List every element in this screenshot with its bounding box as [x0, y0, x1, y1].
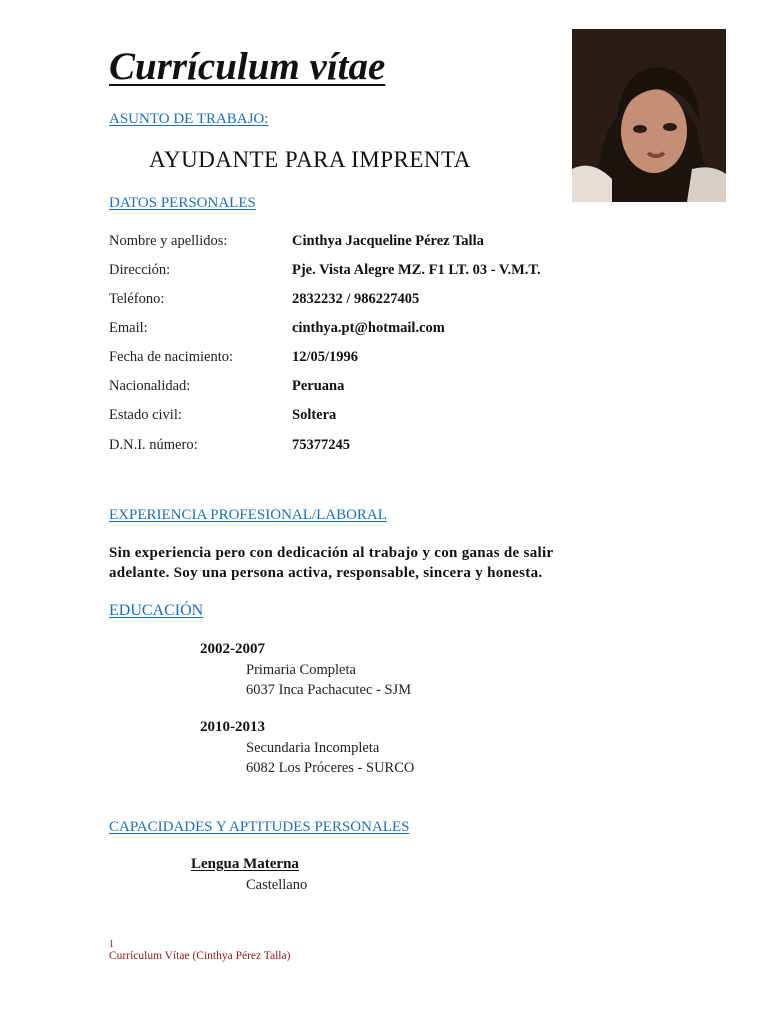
skills-heading: CAPACIDADES Y APTITUDES PERSONALES — [109, 819, 410, 835]
field-row-name — [109, 233, 629, 253]
mother-tongue-heading: Lengua Materna — [191, 856, 299, 872]
field-label: Estado civil: — [109, 407, 182, 423]
profile-photo — [572, 29, 726, 202]
education-level: Secundaria Incompleta — [246, 740, 380, 756]
field-row-dni — [109, 437, 629, 457]
field-value: Cinthya Jacqueline Pérez Talla — [292, 233, 484, 249]
experience-heading: EXPERIENCIA PROFESIONAL/LABORAL — [109, 507, 387, 523]
field-row-marital-status — [109, 407, 629, 427]
page-number: 1 — [109, 939, 114, 950]
field-value: 75377245 — [292, 437, 350, 453]
document-title: Currículum vítae — [109, 45, 386, 88]
field-row-email — [109, 320, 629, 340]
field-row-birthdate — [109, 349, 629, 369]
field-label: Email: — [109, 320, 148, 336]
field-row-phone — [109, 291, 629, 311]
education-level: Primaria Completa — [246, 662, 356, 678]
field-value: 2832232 / 986227405 — [292, 291, 420, 307]
experience-line: adelante. Soy una persona activa, responsable, sincera y honesta. — [109, 565, 543, 581]
field-label: Fecha de nacimiento: — [109, 349, 234, 365]
education-school: 6082 Los Próceres - SURCO — [246, 760, 415, 776]
personal-data-heading: DATOS PERSONALES — [109, 195, 256, 211]
education-years: 2010-2013 — [200, 719, 265, 735]
footer-text: Currículum Vítae (Cinthya Pérez Talla) — [109, 950, 291, 962]
education-school: 6037 Inca Pachacutec - SJM — [246, 682, 412, 698]
field-value: Soltera — [292, 407, 337, 423]
job-position: AYUDANTE PARA IMPRENTA — [149, 147, 471, 172]
job-section-heading: ASUNTO DE TRABAJO: — [109, 111, 269, 127]
field-label: D.N.I. número: — [109, 437, 198, 453]
field-label: Nombre y apellidos: — [109, 233, 228, 249]
field-value: 12/05/1996 — [292, 349, 359, 365]
field-value: Peruana — [292, 378, 345, 394]
mother-tongue-value: Castellano — [246, 877, 308, 893]
experience-text — [109, 543, 649, 583]
experience-line: Sin experiencia pero con dedicación al trabajo y con ganas de salir — [109, 545, 554, 561]
field-label: Dirección: — [109, 262, 171, 278]
education-heading: EDUCACIÓN — [109, 602, 204, 619]
field-value: Pje. Vista Alegre MZ. F1 LT. 03 - V.M.T. — [292, 262, 541, 278]
field-label: Nacionalidad: — [109, 378, 191, 394]
field-label: Teléfono: — [109, 291, 165, 307]
field-row-address — [109, 262, 629, 282]
portrait-image — [572, 29, 726, 202]
education-years: 2002-2007 — [200, 641, 265, 657]
field-row-nationality — [109, 378, 629, 398]
field-value: cinthya.pt@hotmail.com — [292, 320, 445, 336]
